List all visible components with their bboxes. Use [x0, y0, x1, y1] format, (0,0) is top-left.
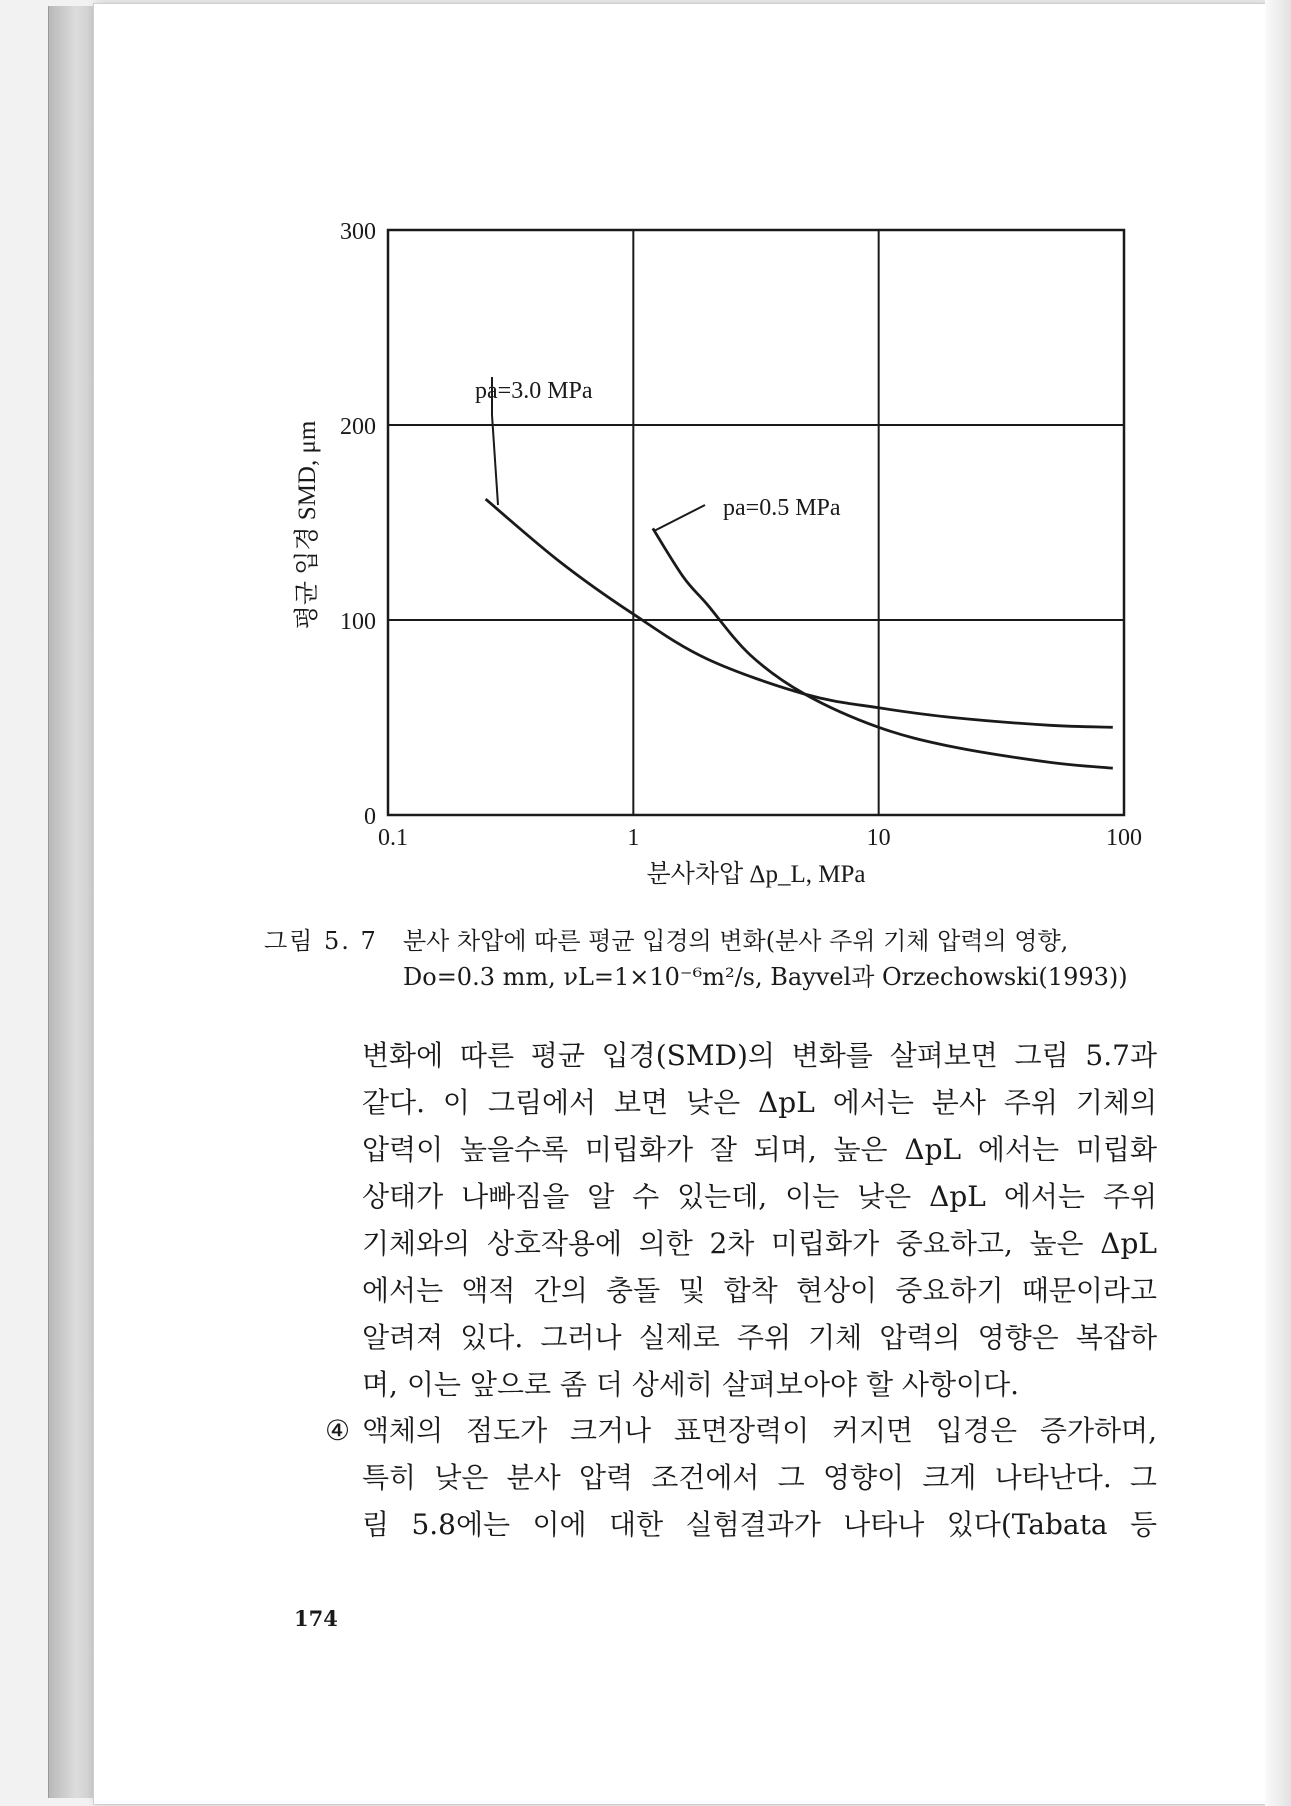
item-4-line: 액체의 점도가 크거나 표면장력이 커지면 입경은 증가하며, — [362, 1414, 1157, 1447]
book-spine — [48, 6, 94, 1798]
y-tick-label: 200 — [340, 414, 376, 440]
x-tick-labels — [378, 825, 1142, 851]
chart-series — [486, 499, 1113, 768]
paragraph-line: 압력이 높을수록 미립화가 잘 되며, 높은 ΔpL 에서는 미립화 — [362, 1133, 1157, 1166]
y-tick-label: 300 — [340, 219, 376, 245]
y-axis-label: 평균 입경 SMD, μm — [294, 420, 321, 630]
series-line-1 — [653, 528, 1113, 768]
page-number: 174 — [294, 1606, 338, 1631]
x-tick-label: 10 — [866, 825, 891, 851]
item-4-line: 림 5.8에는 이에 대한 실험결과가 나타나 있다(Tabata 등 — [362, 1508, 1157, 1541]
chart-grid — [388, 230, 1124, 815]
paragraph-line: 상태가 나빠짐을 알 수 있는데, 이는 낮은 ΔpL 에서는 주위 — [362, 1180, 1157, 1213]
y-tick-label: 0 — [364, 804, 376, 830]
paragraph-line: 에서는 액적 간의 충돌 및 합착 현상이 중요하기 때문이라고 — [362, 1274, 1157, 1307]
annotation-pa-05: pa=0.5 MPa — [723, 495, 841, 521]
page-edge — [1265, 0, 1291, 1806]
paragraph-line: 기체와의 상호작용에 의한 2차 미립화가 중요하고, 높은 ΔpL — [362, 1227, 1157, 1260]
figure-caption-line-2: Do=0.3 mm, νL=1×10⁻⁶m²/s, Bayvel과 Orzechowski(1993)) — [403, 963, 1128, 991]
series-line-0 — [486, 499, 1113, 727]
plot-frame — [388, 230, 1124, 815]
item-4-marker: ④ — [325, 1414, 351, 1447]
paragraph-line: 변화에 따른 평균 입경(SMD)의 변화를 살펴보면 그림 5.7과 — [362, 1039, 1157, 1072]
annotation-pa-30: pa=3.0 MPa — [475, 378, 593, 404]
leader-line-05 — [654, 505, 705, 531]
paragraph-line: 알려져 있다. 그러나 실제로 주위 기체 압력의 영향은 복잡하 — [362, 1321, 1157, 1354]
item-4-line: 특히 낮은 분사 압력 조건에서 그 영향이 크게 나타난다. 그 — [362, 1461, 1157, 1494]
y-tick-labels — [340, 219, 376, 830]
y-tick-label: 100 — [340, 609, 376, 635]
figure-caption-label: 그림 5. 7 — [264, 927, 378, 955]
x-tick-label: 100 — [1106, 825, 1142, 851]
x-tick-label: 1 — [627, 825, 640, 851]
x-tick-label: 0.1 — [378, 825, 408, 851]
figure-caption-line-1: 분사 차압에 따른 평균 입경의 변화(분사 주위 기체 압력의 영향, — [403, 927, 1069, 955]
paragraph-line: 같다. 이 그림에서 보면 낮은 ΔpL 에서는 분사 주위 기체의 — [362, 1086, 1157, 1119]
smd-chart — [280, 205, 1160, 895]
body-paragraph — [362, 1032, 1157, 1408]
paragraph-line: 며, 이는 앞으로 좀 더 상세히 살펴보아야 할 사항이다. — [362, 1368, 1020, 1401]
item-4-text — [362, 1407, 1157, 1548]
x-axis-label: 분사차압 Δp_L, MPa — [646, 861, 866, 888]
